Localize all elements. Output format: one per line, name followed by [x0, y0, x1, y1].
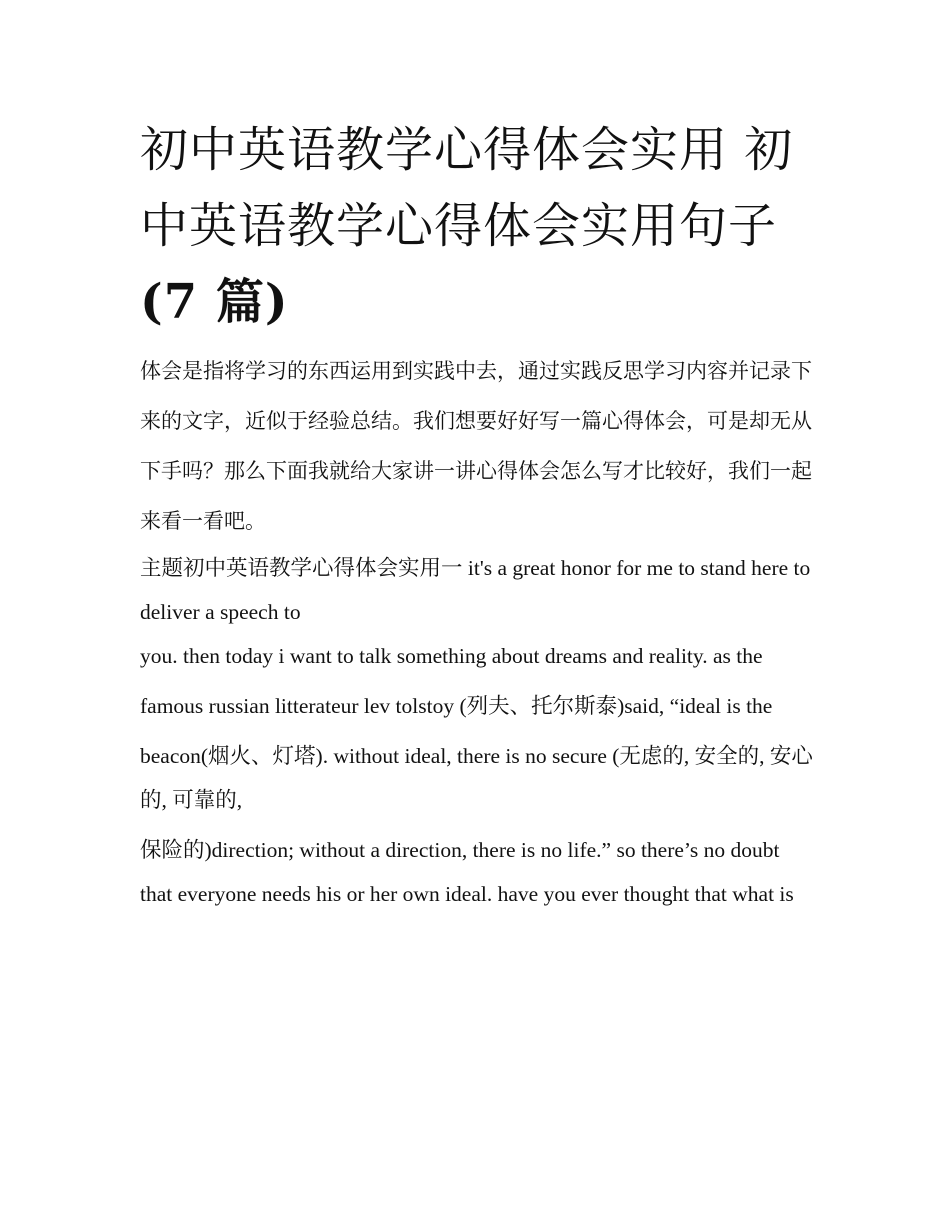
- body-paragraph: that everyone needs his or her own ideal. have you ever thought that what is: [140, 882, 794, 906]
- body-paragraph: you. then today i want to talk something about dreams and reality. as the: [140, 644, 763, 668]
- intro-paragraph: 体会是指将学习的东西运用到实践中去，通过实践反思学习内容并记录下来的文字，近似于经验总结。我们想要好好写一篇心得体会，可是却无从下手吗？那么下面我就给大家讲一讲心得体会怎么写才比较好，我们一起来看一看吧。: [140, 359, 812, 533]
- title-main: 初中英语教学心得体会实用 初中英语教学心得体会实用句子: [140, 122, 794, 254]
- document-page: [140, 112, 820, 916]
- title-count: (7 篇): [140, 274, 289, 330]
- body-paragraph: famous russian litterateur lev tolstoy (列夫、托尔斯泰)said, “ideal is the: [140, 694, 773, 718]
- document-title: [140, 112, 820, 340]
- body-paragraph: beacon(烟火、灯塔). without ideal, there is no secure (无虑的, 安全的, 安心的, 可靠的,: [140, 744, 813, 812]
- body-paragraph: 主题初中英语教学心得体会实用一 it's a great honor for me to stand here to deliver a speech to: [140, 556, 811, 624]
- body-paragraph: 保险的)direction; without a direction, there is no life.” so there’s no doubt: [140, 838, 780, 862]
